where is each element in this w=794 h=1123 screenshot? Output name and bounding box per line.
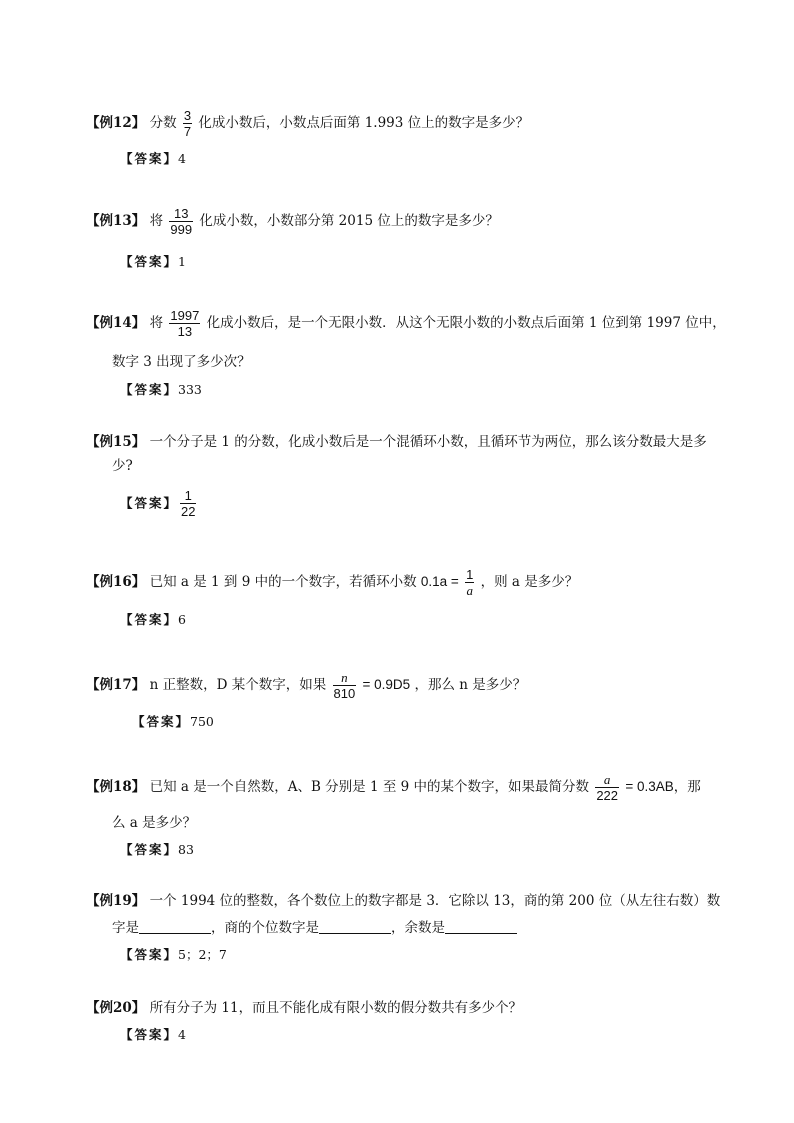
answer-14: 【答案】333 [120, 382, 202, 397]
question-16: 【例16】 已知 a 是 1 到 9 中的一个数字，若循环小数 0.1a = $\frac{1}{a}$ ，则 a 是多少？ [86, 567, 579, 598]
question-18-line2: 么 a 是多少？ [112, 815, 197, 831]
question-14-line2: 数字 3 出现了多少次？ [112, 354, 251, 370]
repeating-decimal: = 0.3AB [625, 779, 674, 794]
fraction: $\frac{13}{999}$ [170, 206, 193, 237]
answer-fraction: $\frac{1}{22}$ [181, 488, 196, 519]
answer-20: 【答案】4 [120, 1027, 186, 1042]
answer-19: 【答案】5；2；7 [120, 947, 227, 962]
answer-13: 【答案】1 [120, 254, 186, 269]
question-12: 【例12】 分数 $\frac{3}{7}$ 化成小数后，小数点后面第 1.993 位上的数字是多少？ [86, 108, 530, 139]
question-17: 【例17】 n 正整数，D 某个数字，如果 $\frac{n}{810}$ = 0.9D5 ，那么 n 是多少？ [86, 670, 527, 701]
repeating-decimal: = 0.9D5 [362, 677, 411, 692]
answer-15: 【答案】 $\frac{1}{22}$ [120, 488, 196, 519]
question-13: 【例13】 将 $\frac{13}{999}$ 化成小数，小数部分第 2015 位上的数字是多少？ [86, 206, 499, 237]
answer-16: 【答案】6 [120, 612, 186, 627]
answer-blank [445, 919, 517, 934]
question-18: 【例18】 已知 a 是一个自然数，A、B 分别是 1 至 9 中的某个数字，如果最简分数 $\frac{a}{222}$ = 0.3AB，那 [86, 772, 701, 803]
question-15: 【例15】 一个分子是 1 的分数，化成小数后是一个混循环小数，且循环节为两位，那么该分数最大是多 [86, 434, 707, 450]
fraction: $\frac{n}{810}$ [333, 670, 356, 701]
question-tag: 【例12】 [86, 115, 146, 131]
question-14: 【例14】 将 $\frac{1997}{13}$ 化成小数后，是一个无限小数．从这个无限小数的小数点后面第 1 位到第 1997 位中， [86, 308, 726, 339]
question-15-line2: 少? [112, 458, 133, 474]
fraction: $\frac{3}{7}$ [183, 108, 192, 139]
fraction: $\frac{1}{a}$ [466, 567, 474, 598]
answer-12: 【答案】4 [120, 151, 186, 166]
answer-17: 【答案】750 [132, 714, 214, 729]
fraction: $\frac{a}{222}$ [596, 772, 619, 803]
answer-18: 【答案】83 [120, 842, 194, 857]
question-19-line2: 字是 ，商的个位数字是 ，余数是 [112, 918, 517, 938]
question-20: 【例20】 所有分子为 11，而且不能化成有限小数的假分数共有多少个？ [86, 1000, 523, 1016]
question-19: 【例19】 一个 1994 位的整数，各个数位上的数字都是 3．它除以 13，商的第 200 位（从左往右数）数 [86, 893, 721, 909]
repeating-decimal: 0.1a [420, 574, 448, 589]
answer-blank [319, 919, 391, 934]
answer-blank [139, 919, 211, 934]
fraction: $\frac{1997}{13}$ [170, 308, 200, 339]
